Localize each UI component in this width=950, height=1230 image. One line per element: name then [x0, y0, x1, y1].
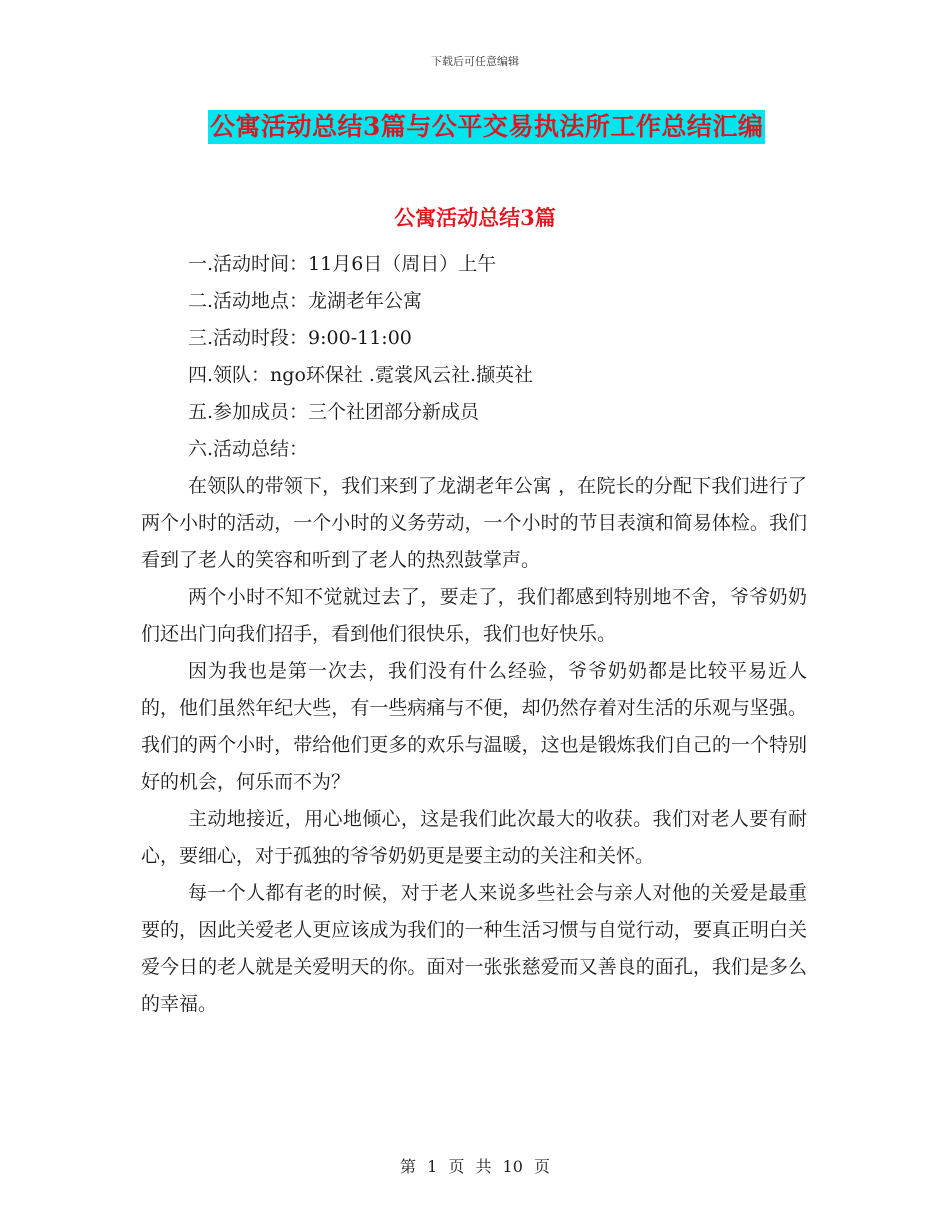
- document-title: 公寓活动总结3篇与公平交易执法所工作总结汇编: [208, 110, 765, 144]
- list-item: 二.活动地点：龙湖老年公寓: [188, 290, 423, 312]
- paragraph: 因为我也是第一次去，我们没有什么经验，爷爷奶奶都是比较平易近人的，他们虽然年纪大些，有一些病痛与不便，却仍然存着对生活的乐观与坚强。我们的两个小时，带给他们更多的欢乐与温暖，这也是锻炼我们自己的一个特别好的机会，何乐而不为？: [141, 660, 807, 793]
- list-item: 六.活动总结：: [188, 438, 309, 460]
- header-note: 下载后可任意编辑: [431, 55, 519, 68]
- section-title: 公寓活动总结3篇: [394, 205, 556, 230]
- list-item: 三.活动时段：9:00-11:00: [188, 327, 412, 349]
- paragraph: 主动地接近，用心地倾心，这是我们此次最大的收获。我们对老人要有耐心，要细心，对于孤独的爷爷奶奶更是要主动的关注和关怀。: [141, 808, 807, 867]
- list-item: 一.活动时间：11月6日（周日）上午: [188, 253, 497, 275]
- document-body: [141, 246, 807, 1023]
- paragraph: 两个小时不知不觉就过去了，要走了，我们都感到特别地不舍，爷爷奶奶们还出门向我们招手，看到他们很快乐，我们也好快乐。: [141, 586, 807, 645]
- list-item: 四.领队：ngo环保社 .霓裳风云社.撷英社: [188, 364, 533, 386]
- paragraph: 在领队的带领下，我们来到了龙湖老年公寓 ，在院长的分配下我们进行了两个小时的活动，一个小时的义务劳动，一个小时的节目表演和简易体检。我们看到了老人的笑容和听到了老人的热烈鼓掌声。: [141, 475, 807, 571]
- paragraph: 每一个人都有老的时候，对于老人来说多些社会与亲人对他的关爱是最重要的，因此关爱老人更应该成为我们的一种生活习惯与自觉行动，要真正明白关爱今日的老人就是关爱明天的你。面对一张张慈爱而又善良的面孔，我们是多么的幸福。: [141, 882, 807, 1015]
- list-item: 五.参加成员：三个社团部分新成员: [188, 401, 480, 423]
- page-footer: 第 1 页 共 10 页: [400, 1157, 550, 1176]
